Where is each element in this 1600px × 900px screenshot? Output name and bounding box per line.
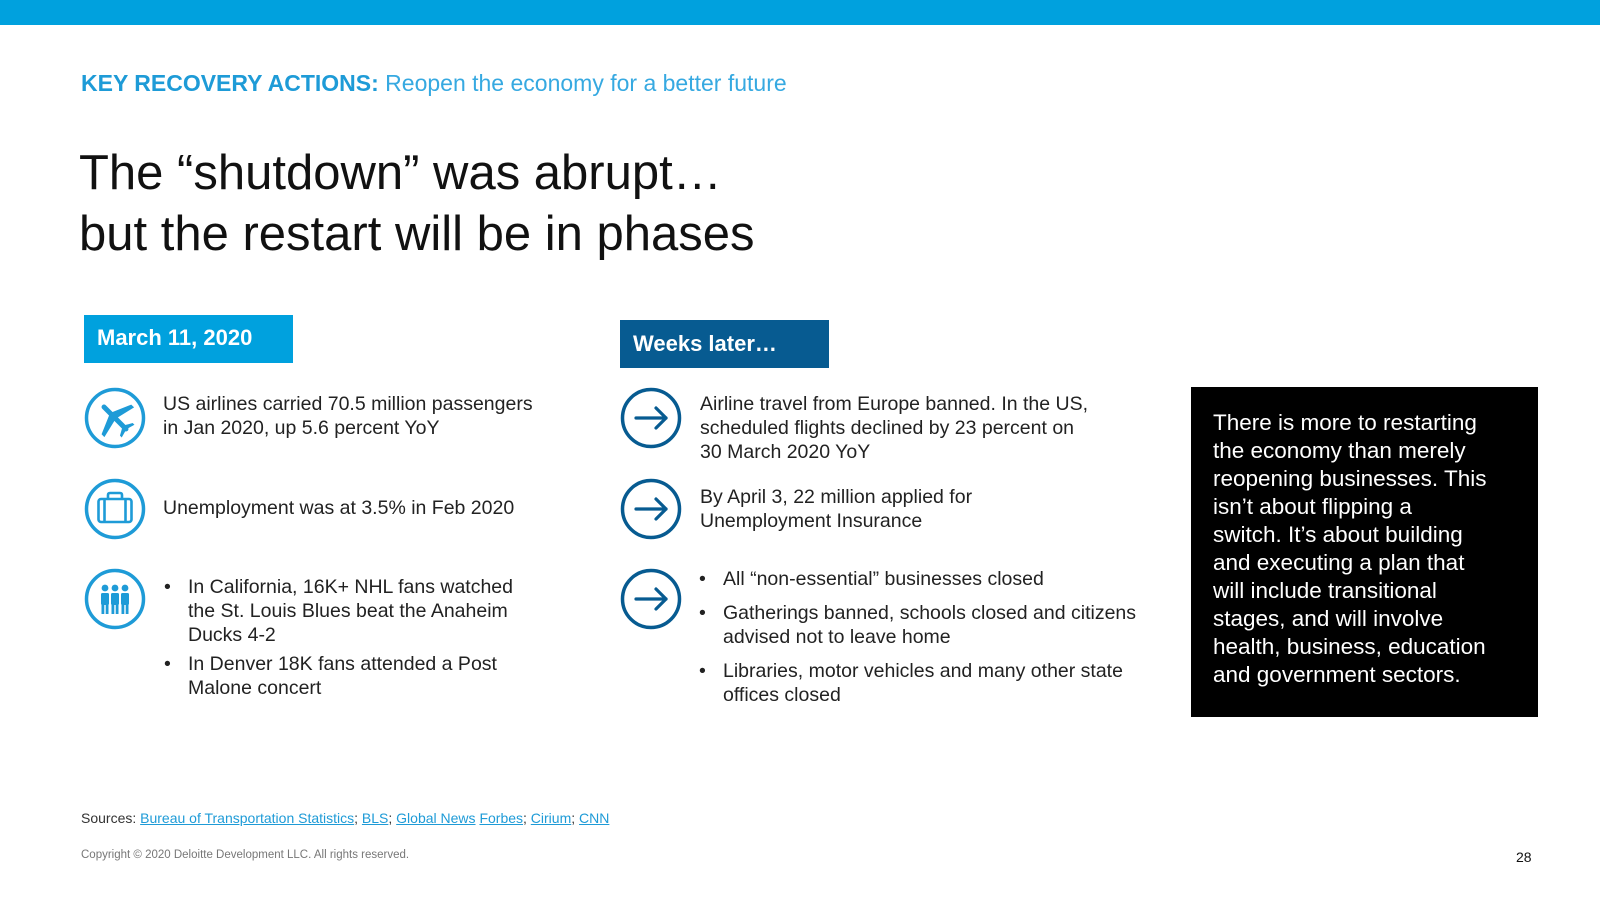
right-item-3-bullets [698,567,1136,707]
page-number: 28 [1516,849,1532,865]
sources: Sources: Bureau of Transportation Statistics; BLS; Global News Forbes; Cirium; CNN [81,810,610,826]
list-item [698,659,1136,707]
bullet-line: • Gatherings banned, schools closed and citizens [723,602,1137,624]
callout-line: will include transitional [1213,578,1437,603]
bullet-line: advised not to leave home [723,626,951,648]
left-item-2-line-1: Unemployment was at 3.5% in Feb 2020 [163,497,515,519]
arrow-right-icon [620,568,682,630]
source-link-cnn[interactable]: CNN [579,810,610,826]
bullet-line: Malone concert [188,677,322,699]
source-link-global-news[interactable]: Global News [396,810,476,826]
source-link-forbes[interactable]: Forbes [479,810,524,826]
date-tag-march-11: March 11, 2020 [84,315,293,363]
kicker-light: Reopen the economy for a better future [385,70,787,96]
arrow-right-icon [620,478,682,540]
arrow-right-icon [620,387,682,449]
bullet-line: offices closed [723,684,841,706]
left-item-3-bullets [163,575,513,700]
list-item [163,652,513,700]
page-title [79,143,754,265]
callout-line: There is more to restarting [1213,410,1477,435]
copyright: Copyright © 2020 Deloitte Development LLC. All rights reserved. [81,849,410,861]
top-accent-bar [0,0,1600,25]
bullet-line: Ducks 4-2 [188,624,276,646]
left-item-1-line-2: in Jan 2020, up 5.6 percent YoY [163,417,440,439]
kicker [81,70,787,97]
briefcase-icon [84,478,146,540]
right-item-2-line-1: By April 3, 22 million applied for [700,486,973,508]
bullet-line: • Libraries, motor vehicles and many other state [723,660,1123,682]
right-item-1-text [700,392,1088,464]
list-item [163,575,513,647]
callout-line: and government sectors. [1213,662,1461,687]
callout-line: and executing a plan that [1213,550,1465,575]
left-item-2-text [163,496,514,520]
right-item-2-text [700,485,972,533]
left-item-1-line-1: US airlines carried 70.5 million passengers [163,393,533,415]
title-line-1: The “shutdown” was abrupt… [79,146,722,200]
callout-line: switch. It’s about building [1213,522,1463,547]
list-item [698,567,1136,591]
source-link-bls[interactable]: BLS [361,810,389,826]
crowd-icon [84,568,146,630]
callout-line: isn’t about flipping a [1213,494,1412,519]
right-item-1-line-2: scheduled flights declined by 23 percent on [700,417,1075,439]
right-item-1-line-3: 30 March 2020 YoY [700,441,871,463]
right-item-2-line-2: Unemployment Insurance [700,510,923,532]
left-item-1-text [163,392,533,440]
weeks-later-tag: Weeks later… [620,320,829,368]
kicker-strong: KEY RECOVERY ACTIONS: [81,70,379,96]
source-link-cirium[interactable]: Cirium [530,810,572,826]
bullet-line: • In Denver 18K fans attended a Post [188,653,497,675]
callout-line: the economy than merely [1213,438,1466,463]
callout-line: reopening businesses. This [1213,466,1487,491]
right-item-1-line-1: Airline travel from Europe banned. In the US, [700,393,1089,415]
bullet-line: • In California, 16K+ NHL fans watched [188,576,513,598]
callout-box [1191,387,1538,717]
title-line-2: but the restart will be in phases [79,207,755,261]
callout-line: health, business, education [1213,634,1486,659]
airplane-icon [84,387,146,449]
sources-label: Sources: [81,810,137,826]
callout-line: stages, and will involve [1213,606,1444,631]
bullet-line: • All “non-essential” businesses closed [723,568,1044,590]
bullet-line: the St. Louis Blues beat the Anaheim [188,600,508,622]
list-item [698,601,1136,649]
source-link-bts[interactable]: Bureau of Transportation Statistics [140,810,355,826]
